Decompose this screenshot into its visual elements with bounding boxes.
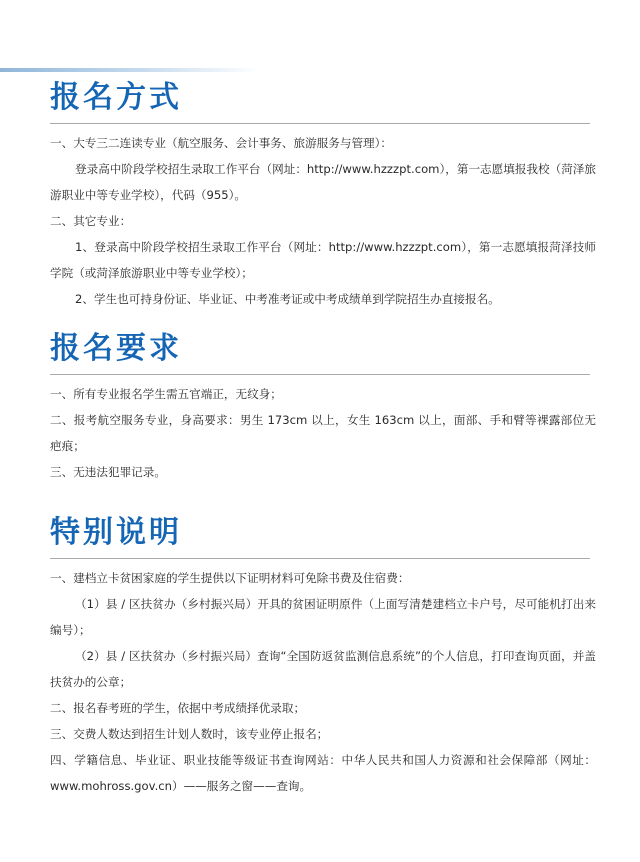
section-body: [50, 565, 596, 799]
paragraph: （2）县 / 区扶贫办（乡村振兴局）查询“全国防返贫监测信息系统”的个人信息，打印查询页面，并盖扶贫办的公章；: [50, 649, 596, 689]
section-body: [50, 130, 596, 312]
section-body: [50, 381, 596, 485]
paragraph: 二、报名春考班的学生，依据中考成绩择优录取；: [50, 701, 306, 715]
paragraph: 三、无违法犯罪记录。: [50, 465, 166, 479]
section-divider: [50, 374, 590, 375]
section-divider: [50, 123, 590, 124]
section-title: 特别说明: [50, 515, 182, 550]
section-title: 报名方式: [50, 80, 182, 115]
top-decorative-rule: [0, 68, 260, 72]
paragraph: 二、报考航空服务专业，身高要求：男生 173cm 以上，女生 163cm 以上，面部、手和臂等裸露部位无疤痕；: [50, 413, 596, 453]
paragraph: 三、交费人数达到招生计划人数时，该专业停止报名；: [50, 727, 329, 741]
section-divider: [50, 558, 590, 559]
paragraph: 二、其它专业：: [50, 214, 132, 228]
paragraph: 2、学生也可持身份证、毕业证、中考准考证或中考成绩单到学院招生办直接报名。: [75, 292, 500, 306]
section-title: 报名要求: [50, 331, 182, 366]
paragraph: 四、学籍信息、毕业证、职业技能等级证书查询网站：中华人民共和国人力资源和社会保障部（网址：www.mohross.gov.cn）——服务之窗——查询。: [50, 753, 596, 793]
paragraph: 登录高中阶段学校招生录取工作平台（网址：http://www.hzzzpt.com），第一志愿填报我校（菏泽旅游职业中等专业学校），代码（955）。: [50, 162, 596, 202]
paragraph: 一、大专三二连读专业（航空服务、会计事务、旅游服务与管理）：: [50, 136, 393, 150]
paragraph: 一、建档立卡贫困家庭的学生提供以下证明材料可免除书费及住宿费：: [50, 571, 410, 585]
paragraph: 一、所有专业报名学生需五官端正，无纹身；: [50, 387, 282, 401]
paragraph: 1、登录高中阶段学校招生录取工作平台（网址：http://www.hzzzpt.com），第一志愿填报菏泽技师学院（或菏泽旅游职业中等专业学校）；: [50, 240, 596, 280]
paragraph: （1）县 / 区扶贫办（乡村振兴局）开具的贫困证明原件（上面写清楚建档立卡户号，尽可能机打出来编号）；: [50, 597, 596, 637]
